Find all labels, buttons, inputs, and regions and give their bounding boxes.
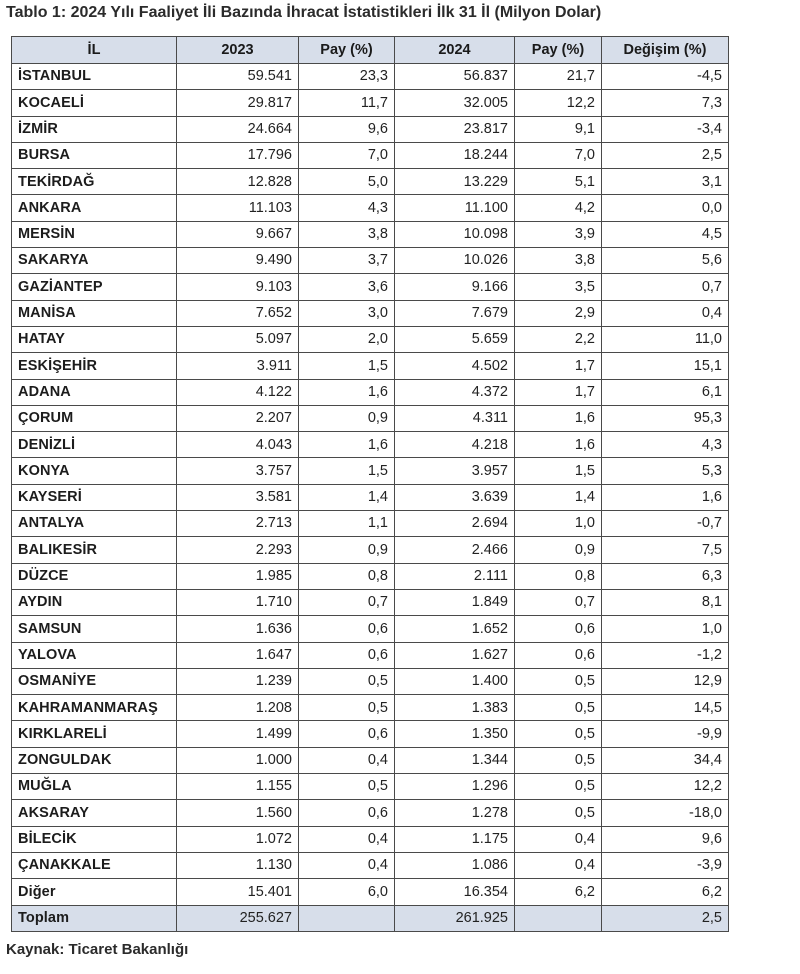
province-cell: ZONGULDAK xyxy=(12,747,177,773)
value-2023-cell: 2.293 xyxy=(177,537,299,563)
change-cell: 8,1 xyxy=(602,589,729,615)
change-cell: 12,9 xyxy=(602,668,729,694)
change-cell: -3,9 xyxy=(602,852,729,878)
change-cell: 2,5 xyxy=(602,905,729,931)
share-2023-cell: 0,8 xyxy=(299,563,395,589)
change-cell: 11,0 xyxy=(602,326,729,352)
value-2024-cell: 11.100 xyxy=(395,195,515,221)
value-2023-cell: 1.985 xyxy=(177,563,299,589)
total-row xyxy=(12,905,729,931)
value-2023-cell: 2.713 xyxy=(177,511,299,537)
table-row xyxy=(12,326,729,352)
value-2023-cell: 1.239 xyxy=(177,668,299,694)
value-2024-cell: 1.849 xyxy=(395,589,515,615)
value-2024-cell: 1.627 xyxy=(395,642,515,668)
province-cell: YALOVA xyxy=(12,642,177,668)
change-cell: -9,9 xyxy=(602,721,729,747)
province-cell: OSMANİYE xyxy=(12,668,177,694)
change-cell: 14,5 xyxy=(602,695,729,721)
change-cell: 34,4 xyxy=(602,747,729,773)
change-cell: 0,4 xyxy=(602,300,729,326)
table-row xyxy=(12,721,729,747)
share-2023-cell: 0,9 xyxy=(299,405,395,431)
table-row xyxy=(12,221,729,247)
value-2023-cell: 11.103 xyxy=(177,195,299,221)
share-2024-cell: 0,9 xyxy=(515,537,602,563)
share-2024-cell: 6,2 xyxy=(515,879,602,905)
table-row xyxy=(12,852,729,878)
change-cell: 95,3 xyxy=(602,405,729,431)
value-2023-cell: 1.130 xyxy=(177,852,299,878)
province-cell: ESKİŞEHİR xyxy=(12,353,177,379)
value-2024-cell: 1.344 xyxy=(395,747,515,773)
share-2024-cell xyxy=(515,905,602,931)
value-2024-cell: 2.111 xyxy=(395,563,515,589)
change-cell: 1,6 xyxy=(602,484,729,510)
province-cell: KAYSERİ xyxy=(12,484,177,510)
share-2023-cell: 11,7 xyxy=(299,90,395,116)
share-2023-cell: 5,0 xyxy=(299,169,395,195)
table-row xyxy=(12,90,729,116)
share-2024-cell: 0,5 xyxy=(515,800,602,826)
share-2024-cell: 0,6 xyxy=(515,616,602,642)
share-2024-cell: 21,7 xyxy=(515,64,602,90)
share-2024-cell: 1,5 xyxy=(515,458,602,484)
value-2023-cell: 3.757 xyxy=(177,458,299,484)
change-cell: 1,0 xyxy=(602,616,729,642)
share-2024-cell: 3,8 xyxy=(515,248,602,274)
value-2024-cell: 9.166 xyxy=(395,274,515,300)
value-2024-cell: 3.639 xyxy=(395,484,515,510)
column-header-province: İL xyxy=(12,37,177,64)
value-2023-cell: 12.828 xyxy=(177,169,299,195)
change-cell: 12,2 xyxy=(602,774,729,800)
share-2023-cell: 6,0 xyxy=(299,879,395,905)
value-2024-cell: 261.925 xyxy=(395,905,515,931)
change-cell: 2,5 xyxy=(602,142,729,168)
share-2023-cell: 0,6 xyxy=(299,800,395,826)
value-2024-cell: 1.383 xyxy=(395,695,515,721)
share-2023-cell: 1,5 xyxy=(299,458,395,484)
share-2023-cell: 3,6 xyxy=(299,274,395,300)
province-cell: TEKİRDAĞ xyxy=(12,169,177,195)
value-2024-cell: 16.354 xyxy=(395,879,515,905)
value-2023-cell: 15.401 xyxy=(177,879,299,905)
share-2023-cell: 0,5 xyxy=(299,668,395,694)
share-2024-cell: 1,7 xyxy=(515,379,602,405)
change-cell: 15,1 xyxy=(602,353,729,379)
province-cell: AKSARAY xyxy=(12,800,177,826)
province-cell: SAKARYA xyxy=(12,248,177,274)
share-2023-cell: 4,3 xyxy=(299,195,395,221)
change-cell: -1,2 xyxy=(602,642,729,668)
value-2023-cell: 1.647 xyxy=(177,642,299,668)
province-cell: MUĞLA xyxy=(12,774,177,800)
province-cell: DÜZCE xyxy=(12,563,177,589)
province-cell: Toplam xyxy=(12,905,177,931)
value-2024-cell: 13.229 xyxy=(395,169,515,195)
table-row xyxy=(12,642,729,668)
change-cell: 5,6 xyxy=(602,248,729,274)
value-2023-cell: 59.541 xyxy=(177,64,299,90)
table-row xyxy=(12,484,729,510)
share-2023-cell: 2,0 xyxy=(299,326,395,352)
share-2023-cell: 0,9 xyxy=(299,537,395,563)
value-2024-cell: 5.659 xyxy=(395,326,515,352)
share-2023-cell: 0,6 xyxy=(299,721,395,747)
table-row xyxy=(12,142,729,168)
change-cell: 0,0 xyxy=(602,195,729,221)
table-row xyxy=(12,616,729,642)
share-2024-cell: 3,9 xyxy=(515,221,602,247)
value-2023-cell: 1.636 xyxy=(177,616,299,642)
change-cell: 7,3 xyxy=(602,90,729,116)
value-2024-cell: 32.005 xyxy=(395,90,515,116)
province-cell: ANKARA xyxy=(12,195,177,221)
share-2024-cell: 4,2 xyxy=(515,195,602,221)
share-2024-cell: 7,0 xyxy=(515,142,602,168)
share-2023-cell: 0,6 xyxy=(299,616,395,642)
share-2024-cell: 1,7 xyxy=(515,353,602,379)
header-row xyxy=(12,37,729,64)
share-2023-cell: 9,6 xyxy=(299,116,395,142)
value-2024-cell: 1.086 xyxy=(395,852,515,878)
province-cell: GAZİANTEP xyxy=(12,274,177,300)
value-2023-cell: 1.000 xyxy=(177,747,299,773)
share-2024-cell: 1,4 xyxy=(515,484,602,510)
table-row xyxy=(12,668,729,694)
table-row xyxy=(12,458,729,484)
share-2023-cell: 23,3 xyxy=(299,64,395,90)
value-2024-cell: 4.502 xyxy=(395,353,515,379)
share-2024-cell: 0,5 xyxy=(515,695,602,721)
column-header-share-2023: Pay (%) xyxy=(299,37,395,64)
table-row xyxy=(12,116,729,142)
share-2023-cell xyxy=(299,905,395,931)
change-cell: 0,7 xyxy=(602,274,729,300)
value-2024-cell: 1.175 xyxy=(395,826,515,852)
value-2023-cell: 9.667 xyxy=(177,221,299,247)
share-2023-cell: 1,4 xyxy=(299,484,395,510)
share-2024-cell: 2,9 xyxy=(515,300,602,326)
province-cell: ÇORUM xyxy=(12,405,177,431)
share-2024-cell: 0,4 xyxy=(515,852,602,878)
share-2024-cell: 5,1 xyxy=(515,169,602,195)
share-2023-cell: 3,8 xyxy=(299,221,395,247)
change-cell: 7,5 xyxy=(602,537,729,563)
column-header-2023: 2023 xyxy=(177,37,299,64)
province-cell: AYDIN xyxy=(12,589,177,615)
value-2024-cell: 1.400 xyxy=(395,668,515,694)
share-2024-cell: 0,5 xyxy=(515,721,602,747)
value-2024-cell: 4.311 xyxy=(395,405,515,431)
table-row xyxy=(12,405,729,431)
value-2023-cell: 1.155 xyxy=(177,774,299,800)
table-row xyxy=(12,169,729,195)
share-2023-cell: 0,4 xyxy=(299,852,395,878)
value-2024-cell: 10.098 xyxy=(395,221,515,247)
table-title: Tablo 1: 2024 Yılı Faaliyet İli Bazında İhracat İstatistikleri İlk 31 İl (Milyon Dolar) xyxy=(6,4,602,21)
table-row xyxy=(12,300,729,326)
value-2023-cell: 29.817 xyxy=(177,90,299,116)
table-row xyxy=(12,800,729,826)
share-2024-cell: 1,0 xyxy=(515,511,602,537)
province-cell: SAMSUN xyxy=(12,616,177,642)
share-2024-cell: 1,6 xyxy=(515,405,602,431)
province-cell: İSTANBUL xyxy=(12,64,177,90)
province-cell: Diğer xyxy=(12,879,177,905)
change-cell: 5,3 xyxy=(602,458,729,484)
share-2024-cell: 1,6 xyxy=(515,432,602,458)
share-2023-cell: 0,4 xyxy=(299,747,395,773)
province-cell: BALIKESİR xyxy=(12,537,177,563)
province-cell: ANTALYA xyxy=(12,511,177,537)
value-2024-cell: 1.652 xyxy=(395,616,515,642)
province-cell: KOCAELİ xyxy=(12,90,177,116)
table-row xyxy=(12,774,729,800)
share-2024-cell: 0,5 xyxy=(515,774,602,800)
column-header-share-2024: Pay (%) xyxy=(515,37,602,64)
value-2024-cell: 1.278 xyxy=(395,800,515,826)
change-cell: -3,4 xyxy=(602,116,729,142)
share-2024-cell: 12,2 xyxy=(515,90,602,116)
value-2024-cell: 2.694 xyxy=(395,511,515,537)
province-cell: ÇANAKKALE xyxy=(12,852,177,878)
value-2024-cell: 3.957 xyxy=(395,458,515,484)
column-header-2024: 2024 xyxy=(395,37,515,64)
change-cell: -4,5 xyxy=(602,64,729,90)
share-2023-cell: 0,4 xyxy=(299,826,395,852)
table-row xyxy=(12,64,729,90)
value-2023-cell: 1.499 xyxy=(177,721,299,747)
value-2024-cell: 23.817 xyxy=(395,116,515,142)
source-note: Kaynak: Ticaret Bakanlığı xyxy=(6,941,189,958)
province-cell: MANİSA xyxy=(12,300,177,326)
value-2024-cell: 4.372 xyxy=(395,379,515,405)
table-row xyxy=(12,248,729,274)
share-2023-cell: 1,6 xyxy=(299,379,395,405)
province-cell: BİLECİK xyxy=(12,826,177,852)
export-statistics-table xyxy=(11,36,729,932)
value-2024-cell: 1.350 xyxy=(395,721,515,747)
value-2023-cell: 3.911 xyxy=(177,353,299,379)
change-cell: 9,6 xyxy=(602,826,729,852)
change-cell: 6,1 xyxy=(602,379,729,405)
share-2024-cell: 0,4 xyxy=(515,826,602,852)
province-cell: MERSİN xyxy=(12,221,177,247)
province-cell: DENİZLİ xyxy=(12,432,177,458)
province-cell: KIRKLARELİ xyxy=(12,721,177,747)
value-2023-cell: 4.122 xyxy=(177,379,299,405)
share-2024-cell: 3,5 xyxy=(515,274,602,300)
table-row xyxy=(12,432,729,458)
share-2023-cell: 3,0 xyxy=(299,300,395,326)
table-row xyxy=(12,695,729,721)
value-2023-cell: 9.103 xyxy=(177,274,299,300)
share-2023-cell: 0,6 xyxy=(299,642,395,668)
column-header-change: Değişim (%) xyxy=(602,37,729,64)
change-cell: 3,1 xyxy=(602,169,729,195)
table-row xyxy=(12,353,729,379)
share-2023-cell: 0,5 xyxy=(299,695,395,721)
table-row xyxy=(12,195,729,221)
share-2024-cell: 0,8 xyxy=(515,563,602,589)
share-2023-cell: 0,7 xyxy=(299,589,395,615)
value-2023-cell: 7.652 xyxy=(177,300,299,326)
table-row xyxy=(12,589,729,615)
table-row xyxy=(12,537,729,563)
share-2024-cell: 9,1 xyxy=(515,116,602,142)
table-row xyxy=(12,274,729,300)
table-row xyxy=(12,826,729,852)
value-2023-cell: 24.664 xyxy=(177,116,299,142)
value-2023-cell: 1.560 xyxy=(177,800,299,826)
province-cell: HATAY xyxy=(12,326,177,352)
share-2023-cell: 1,5 xyxy=(299,353,395,379)
table-row xyxy=(12,879,729,905)
table-row xyxy=(12,511,729,537)
change-cell: 6,3 xyxy=(602,563,729,589)
share-2024-cell: 0,5 xyxy=(515,668,602,694)
value-2023-cell: 4.043 xyxy=(177,432,299,458)
value-2023-cell: 9.490 xyxy=(177,248,299,274)
province-cell: İZMİR xyxy=(12,116,177,142)
share-2024-cell: 0,6 xyxy=(515,642,602,668)
value-2023-cell: 1.710 xyxy=(177,589,299,615)
change-cell: -18,0 xyxy=(602,800,729,826)
table-body xyxy=(12,64,729,932)
value-2024-cell: 2.466 xyxy=(395,537,515,563)
value-2024-cell: 1.296 xyxy=(395,774,515,800)
table-row xyxy=(12,563,729,589)
share-2024-cell: 2,2 xyxy=(515,326,602,352)
share-2023-cell: 1,1 xyxy=(299,511,395,537)
value-2023-cell: 1.208 xyxy=(177,695,299,721)
value-2024-cell: 18.244 xyxy=(395,142,515,168)
change-cell: 6,2 xyxy=(602,879,729,905)
value-2024-cell: 56.837 xyxy=(395,64,515,90)
value-2023-cell: 255.627 xyxy=(177,905,299,931)
share-2023-cell: 7,0 xyxy=(299,142,395,168)
table-row xyxy=(12,747,729,773)
share-2023-cell: 3,7 xyxy=(299,248,395,274)
change-cell: 4,3 xyxy=(602,432,729,458)
value-2024-cell: 4.218 xyxy=(395,432,515,458)
table-row xyxy=(12,379,729,405)
province-cell: KONYA xyxy=(12,458,177,484)
share-2024-cell: 0,7 xyxy=(515,589,602,615)
change-cell: 4,5 xyxy=(602,221,729,247)
value-2023-cell: 2.207 xyxy=(177,405,299,431)
value-2024-cell: 10.026 xyxy=(395,248,515,274)
change-cell: -0,7 xyxy=(602,511,729,537)
share-2024-cell: 0,5 xyxy=(515,747,602,773)
value-2023-cell: 17.796 xyxy=(177,142,299,168)
value-2024-cell: 7.679 xyxy=(395,300,515,326)
share-2023-cell: 1,6 xyxy=(299,432,395,458)
province-cell: BURSA xyxy=(12,142,177,168)
province-cell: KAHRAMANMARAŞ xyxy=(12,695,177,721)
value-2023-cell: 3.581 xyxy=(177,484,299,510)
share-2023-cell: 0,5 xyxy=(299,774,395,800)
value-2023-cell: 1.072 xyxy=(177,826,299,852)
value-2023-cell: 5.097 xyxy=(177,326,299,352)
province-cell: ADANA xyxy=(12,379,177,405)
